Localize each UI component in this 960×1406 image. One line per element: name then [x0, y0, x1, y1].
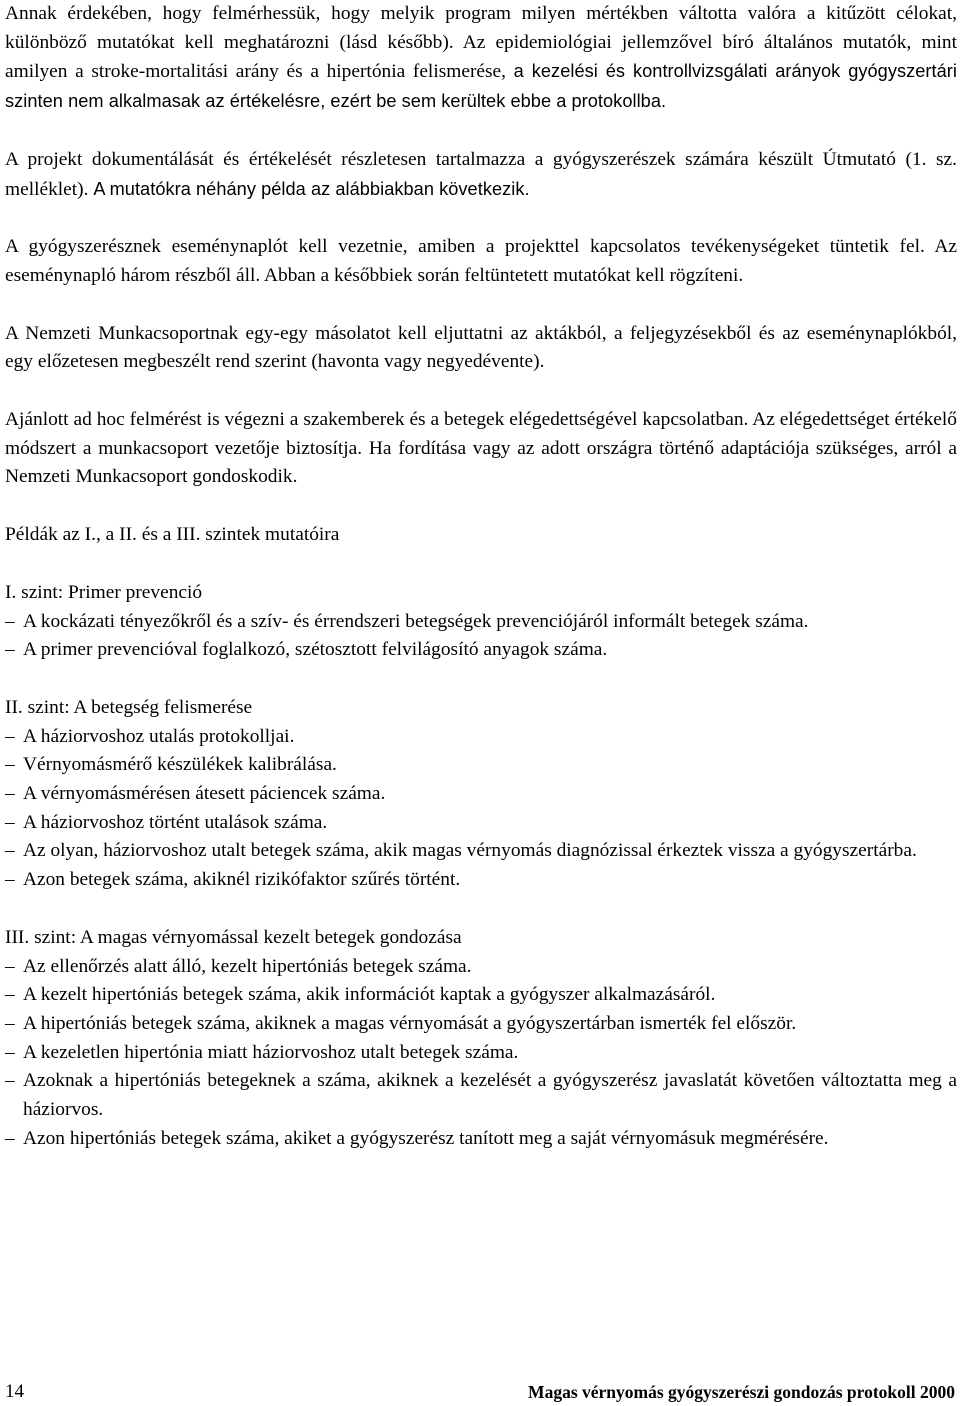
- level-2-item-text: Vérnyomásmérő készülékek kalibrálása.: [23, 754, 337, 776]
- dash-bullet: –: [5, 1127, 15, 1149]
- dash-bullet: –: [5, 754, 15, 776]
- dash-bullet: –: [5, 1012, 15, 1034]
- running-title: Magas vérnyomás gyógyszerészi gondozás protokoll 2000: [528, 1382, 955, 1402]
- dash-bullet: –: [5, 811, 15, 833]
- examples-heading: Példák az I., a II. és a III. szintek mutatóira: [5, 524, 340, 546]
- level-2-item: [5, 809, 957, 838]
- level-1-item: [5, 636, 957, 665]
- level-3-title: III. szint: A magas vérnyomással kezelt betegek gondozása: [5, 926, 462, 948]
- level-3-item-text: A hipertóniás betegek száma, akiknek a magas vérnyomását a gyógyszertárban ismerték fel először.: [23, 1012, 797, 1034]
- level-3-item: [5, 981, 957, 1010]
- dash-bullet: –: [5, 984, 15, 1006]
- level-2-title: II. szint: A betegség felismerése: [5, 696, 253, 718]
- dash-bullet: –: [5, 725, 15, 747]
- level-2-item: [5, 723, 957, 752]
- dash-bullet: –: [5, 783, 15, 805]
- level-3-item: [5, 1067, 957, 1124]
- paragraph-documentation-part2: A mutatókra néhány példa az alábbiakban következik.: [93, 178, 530, 199]
- document-page: [5, 0, 957, 1154]
- paragraph-event-log: A gyógyszerésznek eseménynaplót kell vezetnie, amiben a projekttel kapcsolatos tevékenységeket tüntetik fel. Az eseménynapló három részből áll. Abban a későbbiek során feltüntetett mutatókat kell rögzíteni.: [5, 236, 957, 286]
- level-3-item: [5, 1039, 957, 1068]
- dash-bullet: –: [5, 955, 15, 977]
- paragraph-documentation: [5, 146, 957, 204]
- paragraph-indicators-intro-sans: a kezelési és kontrollvizsgálati arányok gyógyszertári szinten nem alkalmasak az értékelésre, ezért be sem kerültek ebbe a protokollba.: [5, 61, 957, 112]
- level-3-item-text: A kezeletlen hipertónia miatt háziorvoshoz utalt betegek száma.: [23, 1041, 519, 1063]
- level-3-item: [5, 1010, 957, 1039]
- level-2-item: [5, 837, 957, 866]
- level-1-item-text: A primer prevencióval foglalkozó, szétosztott felvilágosító anyagok száma.: [23, 639, 608, 661]
- level-2-item-text: A háziorvoshoz utalás protokolljai.: [23, 725, 295, 747]
- paragraph-satisfaction-survey: Ajánlott ad hoc felmérést is végezni a szakemberek és a betegek elégedettségével kapcsolatban. Az elégedettséget értékelő módszert a munkacsoport vezetője biztosítja. Ha fordítása vagy az adott országra történő adaptációja szükséges, arról a Nemzeti Munkacsoport gondoskodik.: [5, 409, 957, 488]
- dash-bullet: –: [5, 1070, 15, 1092]
- level-3-item-text: Az ellenőrzés alatt álló, kezelt hipertóniás betegek száma.: [23, 955, 472, 977]
- level-2-item: [5, 780, 957, 809]
- paragraph-national-working-group: A Nemzeti Munkacsoportnak egy-egy másolatot kell eljuttatni az aktákból, a feljegyzésekből és az eseménynaplókból, egy előzetesen megbeszélt rend szerint (havonta vagy negyedévente).: [5, 322, 957, 373]
- paragraph-documentation-part1: A projekt dokumentálását és értékelését részletesen tartalmazza a gyógyszerészek számára készült Útmutató (1. sz. melléklet).: [5, 148, 957, 200]
- level-2-section: [5, 694, 957, 895]
- level-2-item: [5, 866, 957, 895]
- level-2-item-text: Az olyan, háziorvoshoz utalt betegek száma, akik magas vérnyomás diagnózissal érkeztek vissza a gyógyszertárba.: [23, 840, 917, 862]
- level-2-item-text: Azon betegek száma, akiknél rizikófaktor szűrés történt.: [23, 869, 461, 891]
- level-1-section: [5, 579, 957, 665]
- level-2-item-text: A háziorvoshoz történt utalások száma.: [23, 811, 328, 833]
- level-1-item: [5, 608, 957, 637]
- level-3-item-text: A kezelt hipertóniás betegek száma, akik információt kaptak a gyógyszer alkalmazásáról.: [23, 984, 716, 1006]
- paragraph-indicators-intro-serif: Annak érdekében, hogy felmérhessük, hogy melyik program milyen mértékben váltotta valóra a kitűzött célokat, különböző mutatókat kell meghatározni (lásd később). Az epidemiológiai jellemzővel bíró általános mutatók, mint amilyen a stroke-mortalitási arány és a hipertónia felismerése,: [5, 3, 957, 83]
- dash-bullet: –: [5, 610, 15, 632]
- dash-bullet: –: [5, 639, 15, 661]
- level-3-section: [5, 924, 957, 1154]
- dash-bullet: –: [5, 1041, 15, 1063]
- level-2-item: [5, 751, 957, 780]
- paragraph-indicators-intro: [5, 0, 957, 117]
- page-number: 14: [5, 1381, 24, 1402]
- level-3-item-text: Azon hipertóniás betegek száma, akiket a gyógyszerész tanított meg a saját vérnyomásuk megmérésére.: [23, 1127, 829, 1149]
- level-1-title: I. szint: Primer prevenció: [5, 581, 203, 603]
- level-2-item-text: A vérnyomásmérésen átesett páciencek száma.: [23, 783, 386, 805]
- dash-bullet: –: [5, 869, 15, 891]
- level-1-item-text: A kockázati tényezőkről és a szív- és érrendszeri betegségek prevenciójáról informált betegek száma.: [23, 610, 809, 632]
- level-3-item-text: Azoknak a hipertóniás betegeknek a száma, akiknek a kezelését a gyógyszerész javaslatát követően változtatta meg a háziorvos.: [23, 1070, 957, 1121]
- dash-bullet: –: [5, 840, 15, 862]
- level-3-item: [5, 1125, 957, 1154]
- level-3-item: [5, 953, 957, 982]
